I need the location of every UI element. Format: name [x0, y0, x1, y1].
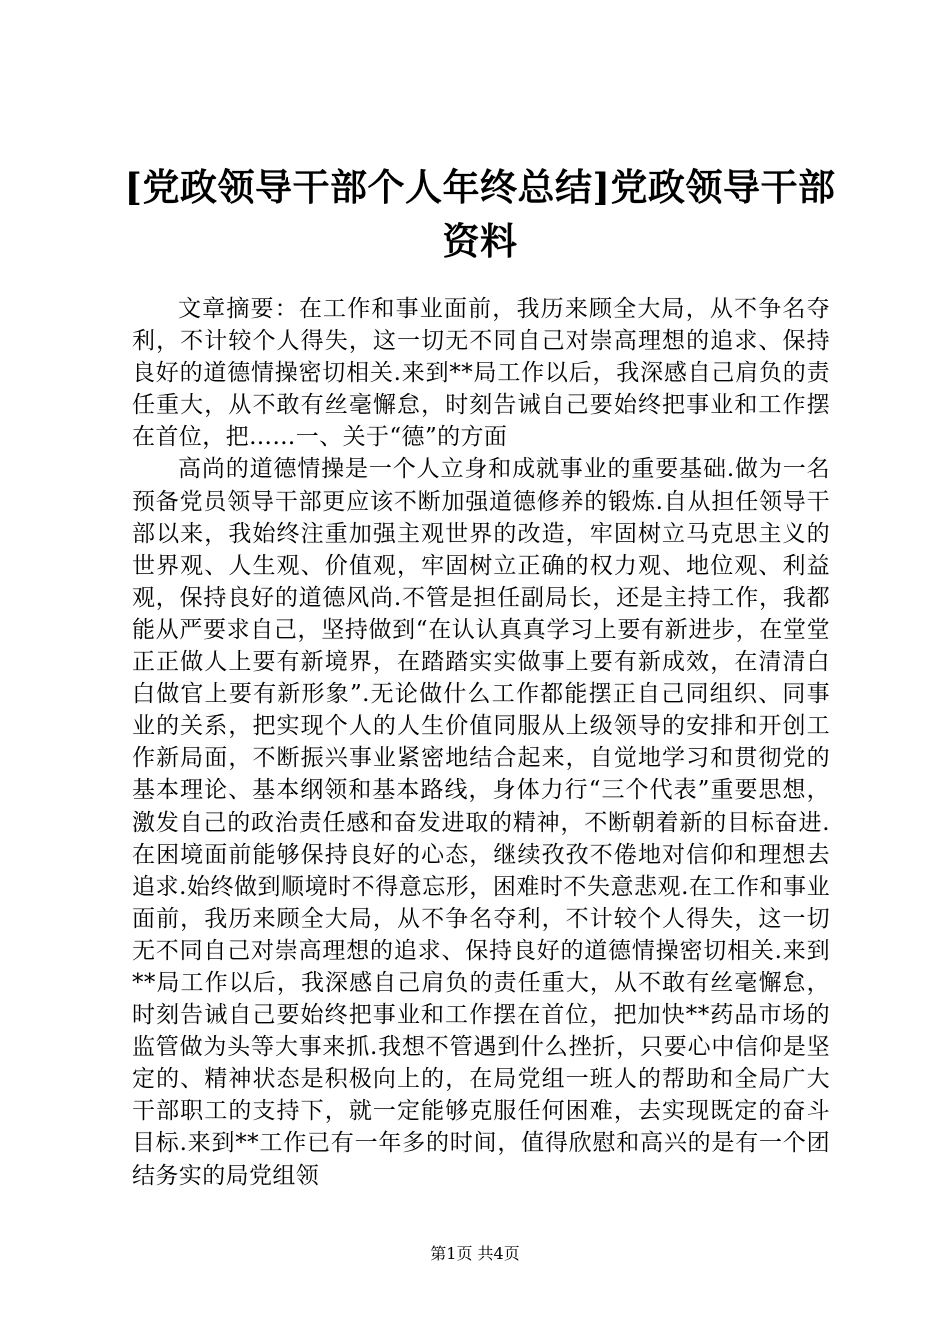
paragraph-abstract: 文章摘要：在工作和事业面前，我历来顾全大局，从不争名夺利，不计较个人得失，这一切无不同自己对崇高理想的追求、保持良好的道德情操密切相关.来到**局工作以后，我深感自己肩负的责任重大，从不敢有丝毫懈怠，时刻告诫自己要始终把事业和工作摆在首位，把……一、关于“德”的方面	[132, 296, 830, 451]
page-number-footer: 第1页 共4页	[430, 1244, 520, 1263]
document-title: [党政领导干部个人年终总结]党政领导干部资料	[124, 165, 836, 263]
document-body	[132, 293, 830, 1192]
paragraph-main: 高尚的道德情操是一个人立身和成就事业的重要基础.做为一名预备党员领导干部更应该不断加强道德修养的锻炼.自从担任领导干部以来，我始终注重加强主观世界的改造，牢固树立马克思主义的世界观、人生观、价值观，牢固树立正确的权力观、地位观、利益观，保持良好的道德风尚.不管是担任副局长，还是主持工作，我都能从严要求自己，坚持做到“在认认真真学习上要有新进步，在堂堂正正做人上要有新境界，在踏踏实实做事上要有新成效，在清清白白做官上要有新形象”.无论做什么工作都能摆正自己同组织、同事业的关系，把实现个人的人生价值同服从上级领导的安排和开创工作新局面，不断振兴事业紧密地结合起来，自觉地学习和贯彻党的基本理论、基本纲领和基本路线，身体力行“三个代表”重要思想，激发自己的政治责任感和奋发进取的精神，不断朝着新的目标奋进.在困境面前能够保持良好的心态，继续孜孜不倦地对信仰和理想去追求.始终做到顺境时不得意忘形，困难时不失意悲观.在工作和事业面前，我历来顾全大局，从不争名夺利，不计较个人得失，这一切无不同自己对崇高理想的追求、保持良好的道德情操密切相关.来到**局工作以后，我深感自己肩负的责任重大，从不敢有丝毫懈怠，时刻告诫自己要始终把事业和工作摆在首位，把加快**药品市场的监管做为头等大事来抓.我想不管遇到什么挫折，只要心中信仰是坚定的、精神状态是积极向上的，在局党组一班人的帮助和全局广大干部职工的支持下，就一定能够克服任何困难，去实现既定的奋斗目标.来到**工作已有一年多的时间，值得欣慰和高兴的是有一个团结务实的局党组领	[132, 456, 830, 1189]
